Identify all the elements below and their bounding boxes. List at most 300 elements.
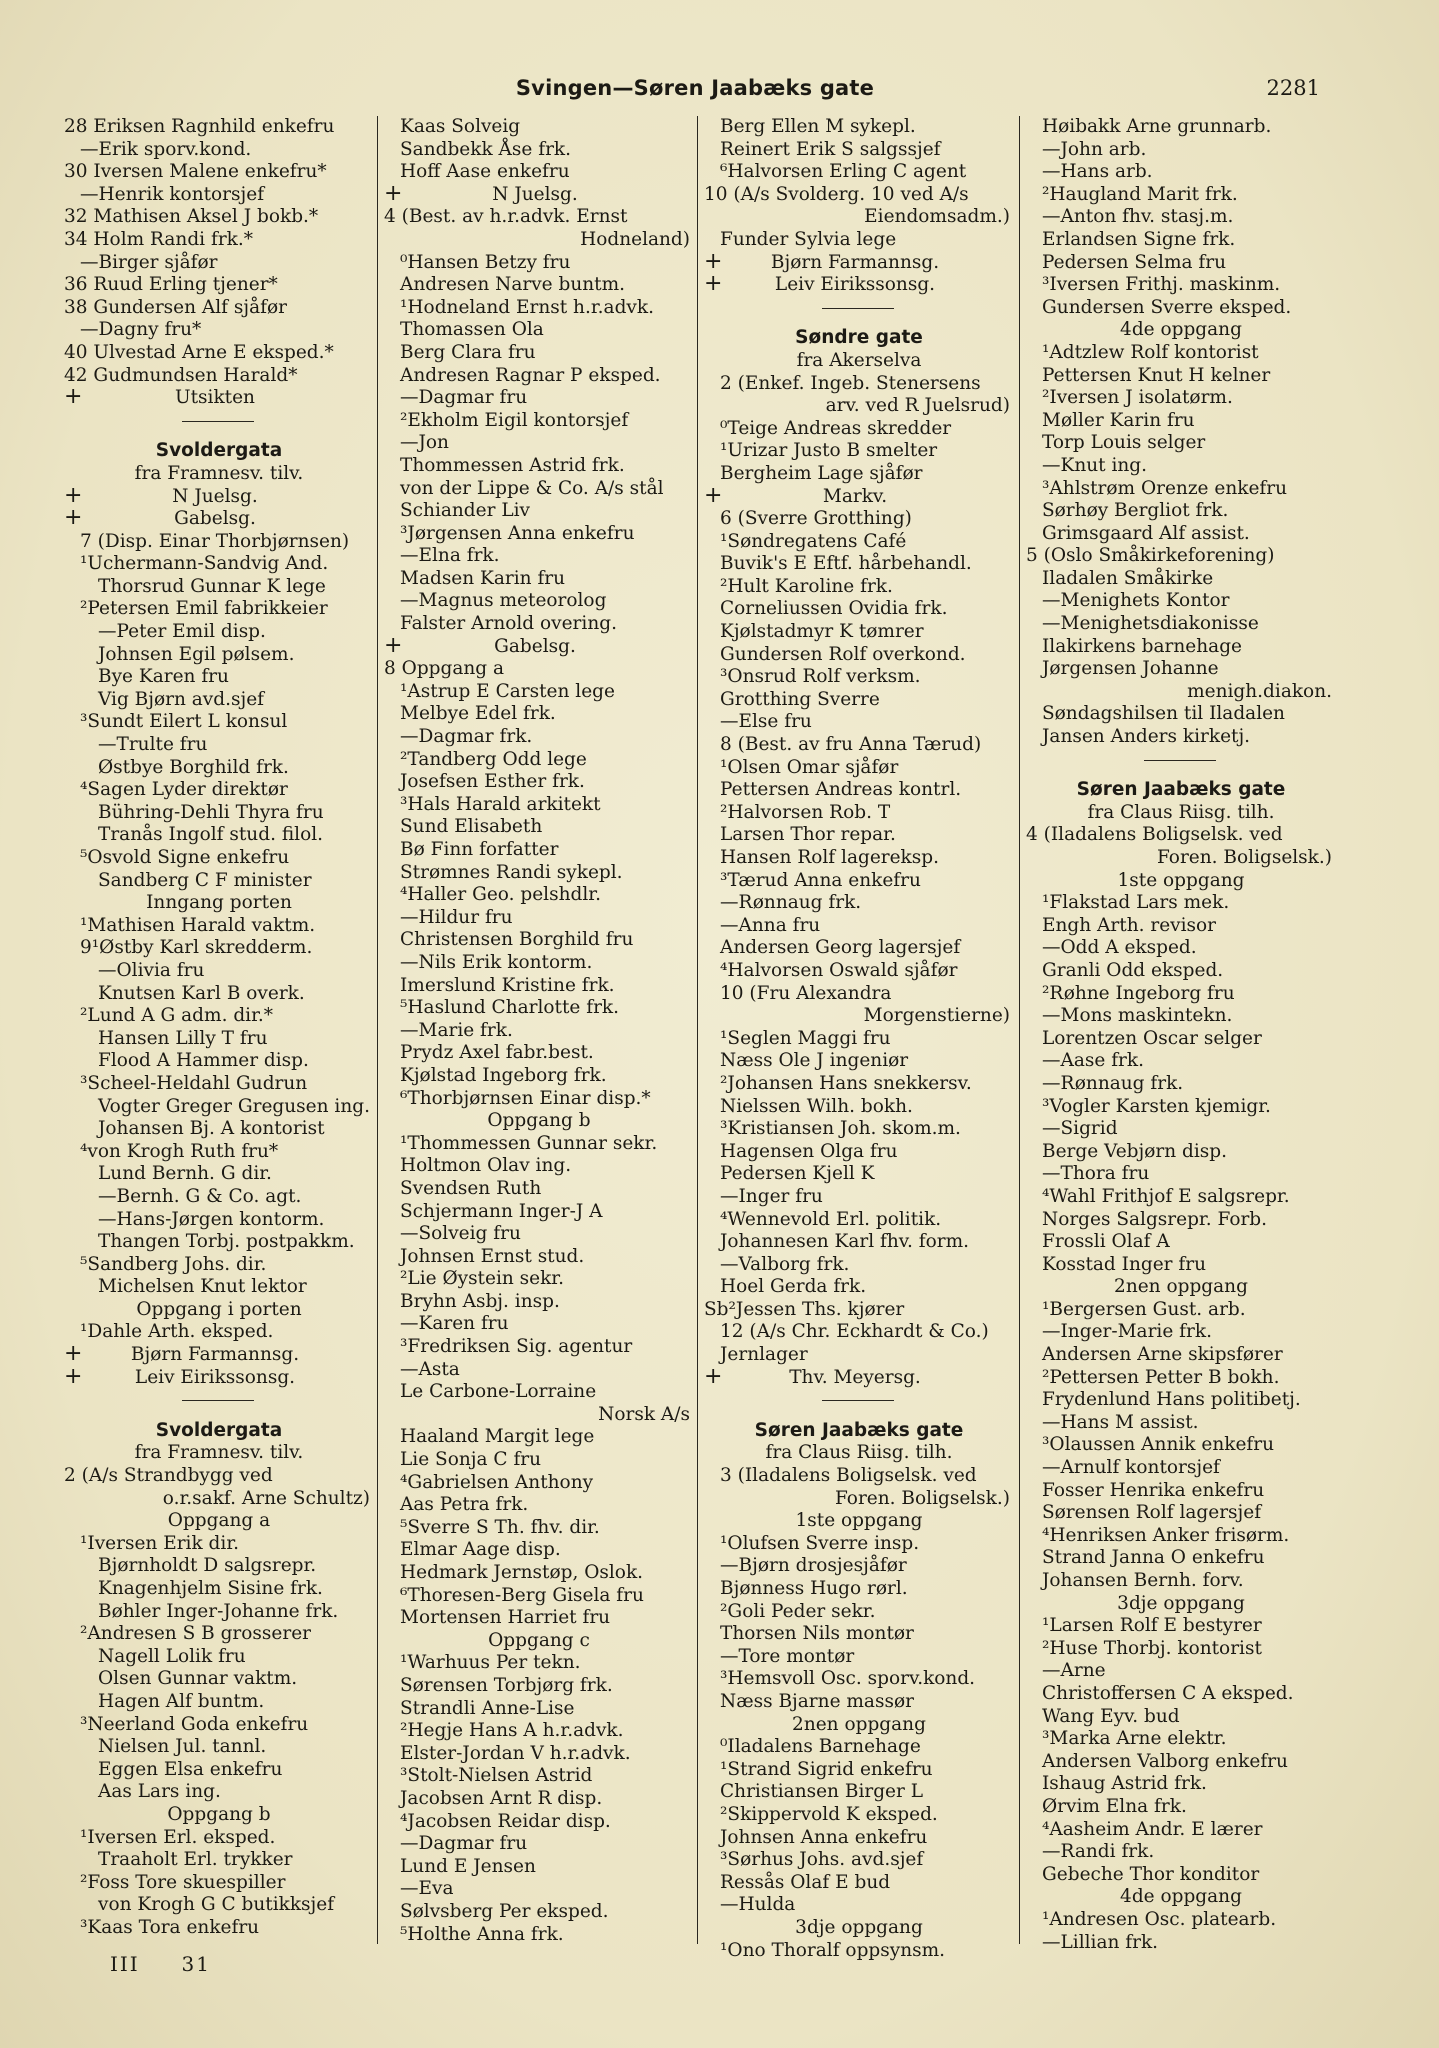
directory-entry: Svendsen Ruth xyxy=(400,1177,542,1199)
cross-street-label: Gabelsg. xyxy=(174,508,256,530)
directory-entry: ²Hult Karoline frk. xyxy=(720,575,893,597)
directory-entry: 38 Gundersen Alf sjåfør xyxy=(64,296,287,318)
directory-entry: Oppgang a xyxy=(167,1510,271,1532)
directory-entry: Flood A Hammer disp. xyxy=(98,1050,309,1072)
directory-entry: o.r.sakf. Arne Schultz) xyxy=(162,1487,370,1509)
directory-entry: 34 Holm Randi frk.* xyxy=(64,228,254,250)
directory-entry: Jansen Anders kirketj. xyxy=(1042,726,1251,748)
directory-entry: —Nils Erik kontorm. xyxy=(400,951,593,973)
directory-entry: Næss Bjarne massør xyxy=(720,1690,914,1712)
directory-entry: Haaland Margit lege xyxy=(400,1426,595,1448)
directory-entry: Frossli Olaf A xyxy=(1042,1231,1170,1253)
cross-street-icon: + xyxy=(384,180,403,206)
street-heading: Svoldergata xyxy=(155,440,283,462)
directory-entry: Tranås Ingolf stud. filol. xyxy=(98,824,324,846)
directory-entry: Hoff Aase enkefru xyxy=(400,161,570,183)
directory-entry: Hagen Alf buntm. xyxy=(98,1690,265,1712)
directory-entry: —Bjørn drosjesjåfør xyxy=(720,1555,907,1577)
directory-entry: —Knut ing. xyxy=(1042,454,1148,476)
page-number: 2281 xyxy=(1266,76,1320,100)
directory-entry: Morgenstierne) xyxy=(863,1005,1010,1027)
directory-entry: Johnsen Anna enkefru xyxy=(720,1826,928,1848)
directory-entry: Thommessen Astrid frk. xyxy=(400,454,625,476)
directory-entry: ²Huse Thorbj. kontorist xyxy=(1042,1637,1262,1659)
directory-entry: Høibakk Arne grunnarb. xyxy=(1042,116,1272,137)
directory-entry: ³Sørhus Johs. avd.sjef xyxy=(720,1849,924,1871)
directory-entry: Bye Karen fru xyxy=(98,666,229,688)
directory-entry: fra Claus Riisg. tilh. xyxy=(765,1442,953,1464)
directory-entry: ²Foss Tore skuespiller xyxy=(80,1871,286,1893)
directory-entry: ¹Strand Sigrid enkefru xyxy=(720,1758,933,1780)
directory-entry: —Hans arb. xyxy=(1042,161,1153,183)
directory-entry: Ishaug Astrid frk. xyxy=(1042,1773,1207,1795)
directory-entry: ⁴Henriksen Anker frisørm. xyxy=(1042,1524,1290,1546)
directory-entry: 3dje oppgang xyxy=(1117,1592,1245,1614)
directory-entry: Aas Petra frk. xyxy=(400,1494,529,1516)
directory-entry: Andersen Arne skipsfører xyxy=(1042,1344,1283,1366)
directory-entry: —Asta xyxy=(400,1358,460,1380)
section-separator xyxy=(64,410,374,433)
directory-entry: 1ste oppgang xyxy=(795,1510,923,1532)
directory-entry: Østbye Borghild frk. xyxy=(98,756,289,778)
directory-entry: ⁰Iladalens Barnehage xyxy=(720,1736,921,1758)
section-separator xyxy=(1026,749,1336,772)
directory-entry: Kosstad Inger fru xyxy=(1042,1253,1206,1275)
directory-entry: ¹Uchermann-Sandvig And. xyxy=(80,553,329,575)
directory-entry: Berg Clara fru xyxy=(400,341,536,363)
directory-entry: Sandberg C F minister xyxy=(98,869,312,891)
cross-street xyxy=(384,180,694,207)
directory-entry: Bø Finn forfatter xyxy=(400,839,559,860)
cross-street xyxy=(704,1363,1014,1390)
directory-entry: 2nen oppgang xyxy=(792,1713,926,1735)
cross-street-label: N Juelsg. xyxy=(492,183,578,205)
directory-entry: ¹Larsen Rolf E bestyrer xyxy=(1042,1615,1262,1637)
directory-entry: Schiander Liv xyxy=(400,500,530,522)
directory-entry: Kjølstadmyr K tømrer xyxy=(720,621,924,643)
footer-volume: III xyxy=(110,1952,140,1976)
directory-entry: ¹Olufsen Sverre insp. xyxy=(720,1532,920,1554)
directory-entry: ⁰Teige Andreas skredder xyxy=(720,417,952,439)
directory-entry: Johansen Bj. A kontorist xyxy=(98,1118,325,1140)
directory-entry: Inngang porten xyxy=(146,892,292,914)
directory-entry: Hedmark Jernstøp, Oslok. xyxy=(400,1562,644,1583)
directory-entry: —Anna fru xyxy=(720,914,821,936)
directory-entry: Bryhn Asbj. insp. xyxy=(400,1290,560,1312)
directory-entry: Elmar Aage disp. xyxy=(400,1539,561,1561)
cross-street-label: Thv. Meyersg. xyxy=(789,1366,921,1388)
directory-entry: ¹Søndregatens Café xyxy=(720,530,907,552)
directory-entry: ²Skippervold K eksped. xyxy=(720,1803,938,1825)
column-2 xyxy=(384,116,694,1946)
directory-entry: 9¹Østby Karl skredderm. xyxy=(80,937,313,959)
directory-entry: ²Ekholm Eigil kontorsjef xyxy=(400,409,629,431)
directory-entry: Johansen Bernh. forv. xyxy=(1042,1570,1244,1591)
directory-entry: —John arb. xyxy=(1042,138,1147,160)
directory-entry: ³Stolt-Nielsen Astrid xyxy=(400,1765,593,1787)
directory-entry: Søndagshilsen til Iladalen xyxy=(1042,703,1285,725)
directory-entry: ²Haugland Marit frk. xyxy=(1042,183,1238,205)
directory-entry: —Rønnaug frk. xyxy=(1042,1072,1184,1094)
directory-entry: Hoel Gerda frk. xyxy=(720,1276,867,1298)
directory-entry: 2 (A/s Strandbygg ved xyxy=(64,1465,273,1487)
cross-street-label: Leiv Eirikssonsg. xyxy=(134,1366,296,1388)
cross-street-icon: + xyxy=(64,384,83,410)
directory-entry: ³Iversen Frithj. maskinm. xyxy=(1042,274,1281,296)
cross-street-icon: + xyxy=(64,482,83,508)
directory-entry: Sb²Jessen Ths. kjører xyxy=(704,1298,905,1320)
directory-entry: Wang Eyv. bud xyxy=(1042,1705,1180,1727)
directory-entry: —Hans-Jørgen kontorm. xyxy=(98,1208,325,1230)
directory-entry: ⁴Jacobsen Reidar disp. xyxy=(400,1810,611,1832)
cross-street-icon: + xyxy=(704,271,723,297)
directory-entry: ¹Hodneland Ernst h.r.advk. xyxy=(400,296,654,318)
directory-entry: Grotthing Sverre xyxy=(720,688,880,710)
directory-entry: Gebeche Thor konditor xyxy=(1042,1863,1260,1885)
directory-entry: 2 (Enkef. Ingeb. Stenersens xyxy=(720,372,981,394)
cross-street-icon: + xyxy=(64,1363,83,1389)
directory-entry: 8 Oppgang a xyxy=(384,658,505,680)
directory-entry: ²Iversen J isolatørm. xyxy=(1042,387,1233,409)
directory-entry: Sørensen Torbjørg frk. xyxy=(400,1674,613,1696)
directory-entry: Mortensen Harriet fru xyxy=(400,1607,611,1629)
directory-entry: Jacobsen Arnt R disp. xyxy=(400,1787,603,1809)
directory-entry: Pettersen Andreas kontrl. xyxy=(720,779,962,801)
cross-street-icon: + xyxy=(704,1363,723,1389)
directory-entry: —Eva xyxy=(400,1878,454,1900)
directory-entry: Jørgensen Johanne xyxy=(1042,658,1219,680)
directory-entry: —Inger fru xyxy=(720,1185,823,1207)
directory-entry: Foren. Boligselsk.) xyxy=(1156,847,1332,868)
directory-entry: ⁶Halvorsen Erling C agent xyxy=(720,161,967,183)
street-heading: Søren Jaabæks gate xyxy=(1076,779,1286,801)
street-heading: Svoldergata xyxy=(155,1419,283,1441)
directory-entry: Møller Karin fru xyxy=(1042,409,1195,431)
directory-entry: ¹Dahle Arth. eksped. xyxy=(80,1321,274,1343)
directory-entry: —Peter Emil disp. xyxy=(98,621,266,643)
directory-entry: Hansen Lilly T fru xyxy=(98,1027,268,1049)
directory-entry: 3 (Iladalens Boligselsk. ved xyxy=(720,1465,977,1487)
directory-entry: ³Onsrud Rolf verksm. xyxy=(720,666,921,688)
directory-entry: Sandbekk Åse frk. xyxy=(400,138,572,160)
directory-entry: ⁶Thoresen-Berg Gisela fru xyxy=(400,1584,644,1606)
directory-entry: ²Johansen Hans snekkersv. xyxy=(720,1072,972,1094)
directory-entry: 10 (A/s Svolderg. 10 ved A/s xyxy=(704,183,969,205)
directory-entry: Vig Bjørn avd.sjef xyxy=(98,688,265,710)
directory-entry: 6 (Sverre Grotthing) xyxy=(720,508,912,530)
directory-entry: ²Petersen Emil fabrikkeier xyxy=(80,598,328,620)
cross-street xyxy=(64,505,374,531)
directory-entry: ³Hals Harald arkitekt xyxy=(400,793,601,815)
page-title: Svingen—Søren Jaabæks gate xyxy=(515,76,875,100)
directory-entry: ¹Thommessen Gunnar sekr. xyxy=(400,1132,658,1154)
directory-entry: —Erik sporv.kond. xyxy=(80,138,252,160)
directory-entry: ⁵Sverre S Th. fhv. dir. xyxy=(400,1516,600,1538)
directory-entry: Christoffersen C A eksped. xyxy=(1042,1682,1294,1704)
directory-entry: von Krogh G C butikksjef xyxy=(98,1894,335,1916)
column-1 xyxy=(64,116,374,1946)
directory-entry: —Jon xyxy=(400,432,449,454)
directory-entry: Berge Vebjørn disp. xyxy=(1042,1140,1227,1162)
directory-entry: —Elna frk. xyxy=(400,545,500,567)
directory-entry: —Lillian frk. xyxy=(1042,1931,1159,1953)
directory-entry: ¹Ono Thoralf oppsynsm. xyxy=(720,1939,946,1961)
directory-entry: Gundersen Rolf overkond. xyxy=(720,643,966,665)
directory-entry: Pettersen Knut H kelner xyxy=(1042,364,1271,386)
directory-entry: —Odd A eksped. xyxy=(1042,937,1197,959)
directory-entry: —Henrik kontorsjef xyxy=(80,183,265,205)
directory-entry: Kaas Solveig xyxy=(400,116,521,137)
directory-entry: 5 (Oslo Småkirkeforening) xyxy=(1026,545,1275,567)
directory-entry: Thorsen Nils montør xyxy=(720,1623,914,1645)
directory-entry: Strømnes Randi sykepl. xyxy=(400,861,623,883)
directory-entry: Oppgang c xyxy=(488,1629,590,1651)
directory-entry: Ørvim Elna frk. xyxy=(1042,1795,1187,1817)
directory-entry: ¹Flakstad Lars mek. xyxy=(1042,892,1230,914)
directory-entry: ¹Iversen Erik dir. xyxy=(80,1532,240,1554)
directory-entry: —Trulte fru xyxy=(98,734,208,756)
directory-entry: Berg Ellen M sykepl. xyxy=(720,116,916,137)
directory-entry: ²Hegje Hans A h.r.advk. xyxy=(400,1720,624,1742)
directory-entry: ⁵Haslund Charlotte frk. xyxy=(400,997,620,1019)
directory-entry: —Hulda xyxy=(720,1894,796,1916)
directory-entry: 12 (A/s Chr. Eckhardt & Co.) xyxy=(720,1321,989,1343)
footer-sheet: 31 xyxy=(181,1952,211,1976)
directory-columns xyxy=(64,116,1332,1961)
directory-entry: Christensen Borghild fru xyxy=(400,929,634,951)
directory-entry: Hodneland) xyxy=(580,228,690,250)
section-separator xyxy=(64,1389,374,1412)
directory-entry: Knagenhjelm Sisine frk. xyxy=(98,1578,323,1599)
directory-entry: ³Jørgensen Anna enkefru xyxy=(400,522,635,544)
directory-entry: Schjermann Inger-J A xyxy=(400,1200,603,1222)
column-4 xyxy=(1026,116,1336,1953)
directory-entry: 8 (Best. av fru Anna Tærud) xyxy=(720,734,982,756)
directory-entry: Torp Louis selger xyxy=(1042,432,1206,454)
directory-entry: —Mons maskintekn. xyxy=(1042,1005,1233,1027)
directory-entry: —Tore montør xyxy=(720,1645,855,1667)
directory-entry: Andresen Narve buntm. xyxy=(400,274,626,296)
directory-entry: —Hans M assist. xyxy=(1042,1411,1199,1433)
section-separator xyxy=(704,1389,1014,1412)
section-separator xyxy=(704,297,1014,320)
directory-entry: Lund E Jensen xyxy=(400,1855,536,1877)
directory-entry: —Randi frk. xyxy=(1042,1841,1155,1863)
directory-entry: Sølvsberg Per eksped. xyxy=(400,1900,609,1922)
directory-entry: ³Hemsvoll Osc. sporv.kond. xyxy=(720,1668,976,1690)
directory-entry: ¹Adtzlew Rolf kontorist xyxy=(1042,341,1259,363)
directory-entry: Larsen Thor repar. xyxy=(720,824,896,846)
directory-entry: 40 Ulvestad Arne E eksped.* xyxy=(64,341,334,363)
directory-entry: ¹Mathisen Harald vaktm. xyxy=(80,914,316,936)
directory-entry: Johnsen Egil pølsem. xyxy=(98,643,295,665)
directory-entry: Andersen Valborg enkefru xyxy=(1042,1750,1288,1772)
directory-entry: ¹Iversen Erl. eksped. xyxy=(80,1826,276,1848)
directory-entry: —Bernh. G & Co. agt. xyxy=(98,1185,302,1207)
directory-entry: ⁵Sandberg Johs. dir. xyxy=(80,1253,267,1275)
directory-entry: Pedersen Selma fru xyxy=(1042,251,1227,273)
directory-entry: von der Lippe & Co. A/s stål xyxy=(400,477,664,499)
directory-entry: Funder Sylvia lege xyxy=(720,228,897,250)
directory-entry: ³Kristiansen Joh. skom.m. xyxy=(720,1118,961,1140)
cross-street xyxy=(384,632,694,659)
directory-entry: Vogter Greger Gregusen ing. xyxy=(98,1095,370,1117)
cross-street-label: Bjørn Farmannsg. xyxy=(130,1344,300,1366)
directory-entry: Nielsen Jul. tannl. xyxy=(98,1736,267,1758)
directory-entry: ³Olaussen Annik enkefru xyxy=(1042,1434,1274,1456)
directory-entry: —Thora fru xyxy=(1042,1163,1150,1185)
directory-entry: arv. ved R Juelsrud) xyxy=(825,395,1010,417)
directory-entry: —Dagmar fru xyxy=(400,1833,528,1855)
column-divider xyxy=(697,116,698,1944)
cross-street xyxy=(64,1363,374,1390)
directory-entry: Granli Odd eksped. xyxy=(1042,959,1224,981)
directory-entry: Holtmon Olav ing. xyxy=(400,1155,572,1177)
directory-entry: Falster Arnold overing. xyxy=(400,613,617,635)
directory-entry: 4de oppgang xyxy=(1120,319,1242,341)
directory-entry: Foren. Boligselsk.) xyxy=(834,1487,1010,1509)
directory-entry: menigh.diakon. xyxy=(1187,680,1332,702)
cross-street-icon: + xyxy=(64,505,83,531)
directory-entry: 32 Mathisen Aksel J bokb.* xyxy=(64,206,319,228)
directory-entry: ³Vogler Karsten kjemigr. xyxy=(1042,1095,1271,1117)
directory-entry: ²Goli Peder sekr. xyxy=(720,1600,876,1622)
cross-street-label: N Juelsg. xyxy=(172,485,258,507)
directory-entry: 4de oppgang xyxy=(1120,1886,1242,1908)
directory-entry: —Olivia fru xyxy=(98,959,205,981)
directory-entry: Prydz Axel fabr.best. xyxy=(400,1042,594,1064)
directory-entry: Michelsen Knut lektor xyxy=(98,1276,307,1298)
directory-entry: Oppgang i porten xyxy=(136,1298,302,1320)
cross-street xyxy=(64,1341,374,1367)
directory-entry: Andersen Georg lagersjef xyxy=(720,937,961,959)
directory-entry: ¹Astrup E Carsten lege xyxy=(400,680,615,702)
directory-entry: Thorsrud Gunnar K lege xyxy=(98,575,326,597)
directory-entry: —Aase frk. xyxy=(1042,1050,1144,1072)
directory-entry: ⁴Halvorsen Oswald sjåfør xyxy=(720,959,958,981)
directory-entry: ¹Warhuus Per tekn. xyxy=(400,1652,581,1674)
directory-entry: Elster-Jordan V h.r.advk. xyxy=(400,1742,631,1764)
directory-entry: —Dagny fru* xyxy=(80,319,202,341)
directory-entry: Engh Arth. revisor xyxy=(1042,914,1217,936)
directory-entry: Oppgang b xyxy=(167,1803,271,1825)
directory-entry: Erlandsen Signe frk. xyxy=(1042,228,1236,250)
directory-entry: ³Fredriksen Sig. agentur xyxy=(400,1336,633,1358)
directory-entry: ⁴Sagen Lyder direktør xyxy=(80,779,288,801)
directory-entry: 1ste oppgang xyxy=(1117,869,1245,891)
cross-street-label: Leiv Eirikssonsg. xyxy=(774,274,936,296)
directory-entry: Knutsen Karl B overk. xyxy=(98,982,305,1004)
directory-entry: ³Neerland Goda enkefru xyxy=(80,1713,309,1735)
directory-entry: ⁴von Krogh Ruth fru* xyxy=(80,1140,279,1162)
directory-entry: Hansen Rolf lagereksp. xyxy=(720,847,939,868)
directory-entry: —Karen fru xyxy=(400,1313,509,1335)
directory-entry: Melbye Edel frk. xyxy=(400,703,556,725)
directory-entry: Bøhler Inger-Johanne frk. xyxy=(98,1600,339,1622)
directory-entry: Sørhøy Bergliot frk. xyxy=(1042,500,1229,522)
directory-entry: Bergheim Lage sjåfør xyxy=(720,462,923,484)
directory-entry: ³Marka Arne elektr. xyxy=(1042,1728,1227,1750)
directory-entry: Josefsen Esther frk. xyxy=(400,771,585,793)
directory-entry: —Valborg frk. xyxy=(720,1253,850,1275)
directory-entry: Reinert Erik S salgssjef xyxy=(720,138,941,160)
directory-entry: Norges Salgsrepr. Forb. xyxy=(1042,1208,1268,1230)
directory-entry: 4 (Best. av h.r.advk. Ernst xyxy=(384,206,628,228)
directory-entry: ¹Urizar Justo B smelter xyxy=(720,440,938,462)
directory-entry: Johnsen Ernst stud. xyxy=(400,1245,585,1267)
directory-entry: ²Andresen S B grosserer xyxy=(80,1623,311,1645)
directory-entry: fra Framnesv. tilv. xyxy=(134,1442,304,1464)
directory-entry: Imerslund Kristine frk. xyxy=(400,974,615,996)
directory-entry: —Else fru xyxy=(720,711,812,733)
directory-entry: Nagell Lolik fru xyxy=(98,1645,246,1667)
directory-entry: —Inger-Marie frk. xyxy=(1042,1321,1212,1343)
column-divider xyxy=(377,116,378,1944)
directory-entry: Bjørnholdt D salgsrepr. xyxy=(98,1555,317,1577)
directory-entry: Hagensen Olga fru xyxy=(720,1140,898,1162)
page-header xyxy=(70,76,1320,110)
cross-street-icon: + xyxy=(704,248,723,274)
cross-street xyxy=(704,271,1014,297)
directory-entry: Strand Janna O enkefru xyxy=(1042,1547,1265,1569)
column-3 xyxy=(704,116,1014,1961)
directory-entry: ³Kaas Tora enkefru xyxy=(80,1916,260,1938)
directory-entry: Sund Elisabeth xyxy=(400,816,543,838)
street-heading: Søndre gate xyxy=(795,327,923,349)
directory-entry: Traaholt Erl. trykker xyxy=(98,1849,293,1871)
directory-entry: Thangen Torbj. postpakkm. xyxy=(98,1231,355,1253)
directory-entry: Bühring-Dehli Thyra fru xyxy=(98,801,324,823)
directory-entry: Ilakirkens barnehage xyxy=(1042,635,1242,657)
directory-entry: Næss Ole J ingeniør xyxy=(720,1050,909,1072)
directory-entry: Sørensen Rolf lagersjef xyxy=(1042,1502,1262,1524)
directory-entry: ²Lie Øystein sekr. xyxy=(400,1268,564,1290)
page-footer xyxy=(110,1952,211,1976)
directory-entry: Lie Sonja C fru xyxy=(400,1449,542,1471)
directory-entry: ¹Andresen Osc. platearb. xyxy=(1042,1908,1277,1930)
directory-entry: Aas Lars ing. xyxy=(98,1781,221,1803)
cross-street-label: Gabelsg. xyxy=(494,635,576,657)
directory-entry: Oppgang b xyxy=(487,1110,591,1132)
directory-entry: ⁵Holthe Anna frk. xyxy=(400,1923,564,1945)
directory-entry: ²Pettersen Petter B bokh. xyxy=(1042,1366,1280,1388)
directory-entry: —Rønnaug frk. xyxy=(720,892,862,914)
directory-entry: Strandli Anne-Lise xyxy=(400,1697,575,1719)
cross-street-label: Utsikten xyxy=(175,387,255,409)
directory-entry: Eiendomsadm.) xyxy=(864,206,1010,228)
directory-entry: Nielssen Wilh. bokh. xyxy=(720,1095,913,1117)
cross-street-label: Markv. xyxy=(822,485,888,507)
directory-entry: Buvik's E Eftf. hårbehandl. xyxy=(720,553,972,575)
directory-entry: Le Carbone-Lorraine xyxy=(400,1381,597,1403)
directory-entry: ⁶Thorbjørnsen Einar disp.* xyxy=(400,1087,651,1109)
directory-entry: Iladalen Småkirke xyxy=(1042,567,1214,589)
directory-entry: 36 Ruud Erling tjener* xyxy=(64,274,278,296)
directory-entry: ⁴Haller Geo. pelshdlr. xyxy=(400,884,601,906)
directory-entry: —Solveig fru xyxy=(400,1223,521,1245)
cross-street xyxy=(64,384,374,410)
directory-entry: ³Sundt Eilert L konsul xyxy=(80,711,288,733)
directory-entry: Olsen Gunnar vaktm. xyxy=(98,1668,298,1690)
directory-entry: Thomassen Ola xyxy=(400,319,544,341)
directory-entry: fra Framnesv. tilv. xyxy=(134,462,304,484)
cross-street xyxy=(64,482,374,509)
directory-entry: 7 (Disp. Einar Thorbjørnsen) xyxy=(80,530,350,552)
directory-entry: —Menighetsdiakonisse xyxy=(1042,613,1259,635)
directory-entry: 3dje oppgang xyxy=(795,1916,923,1938)
directory-entry: Christiansen Birger L xyxy=(720,1781,924,1803)
cross-street-icon: + xyxy=(384,632,403,658)
